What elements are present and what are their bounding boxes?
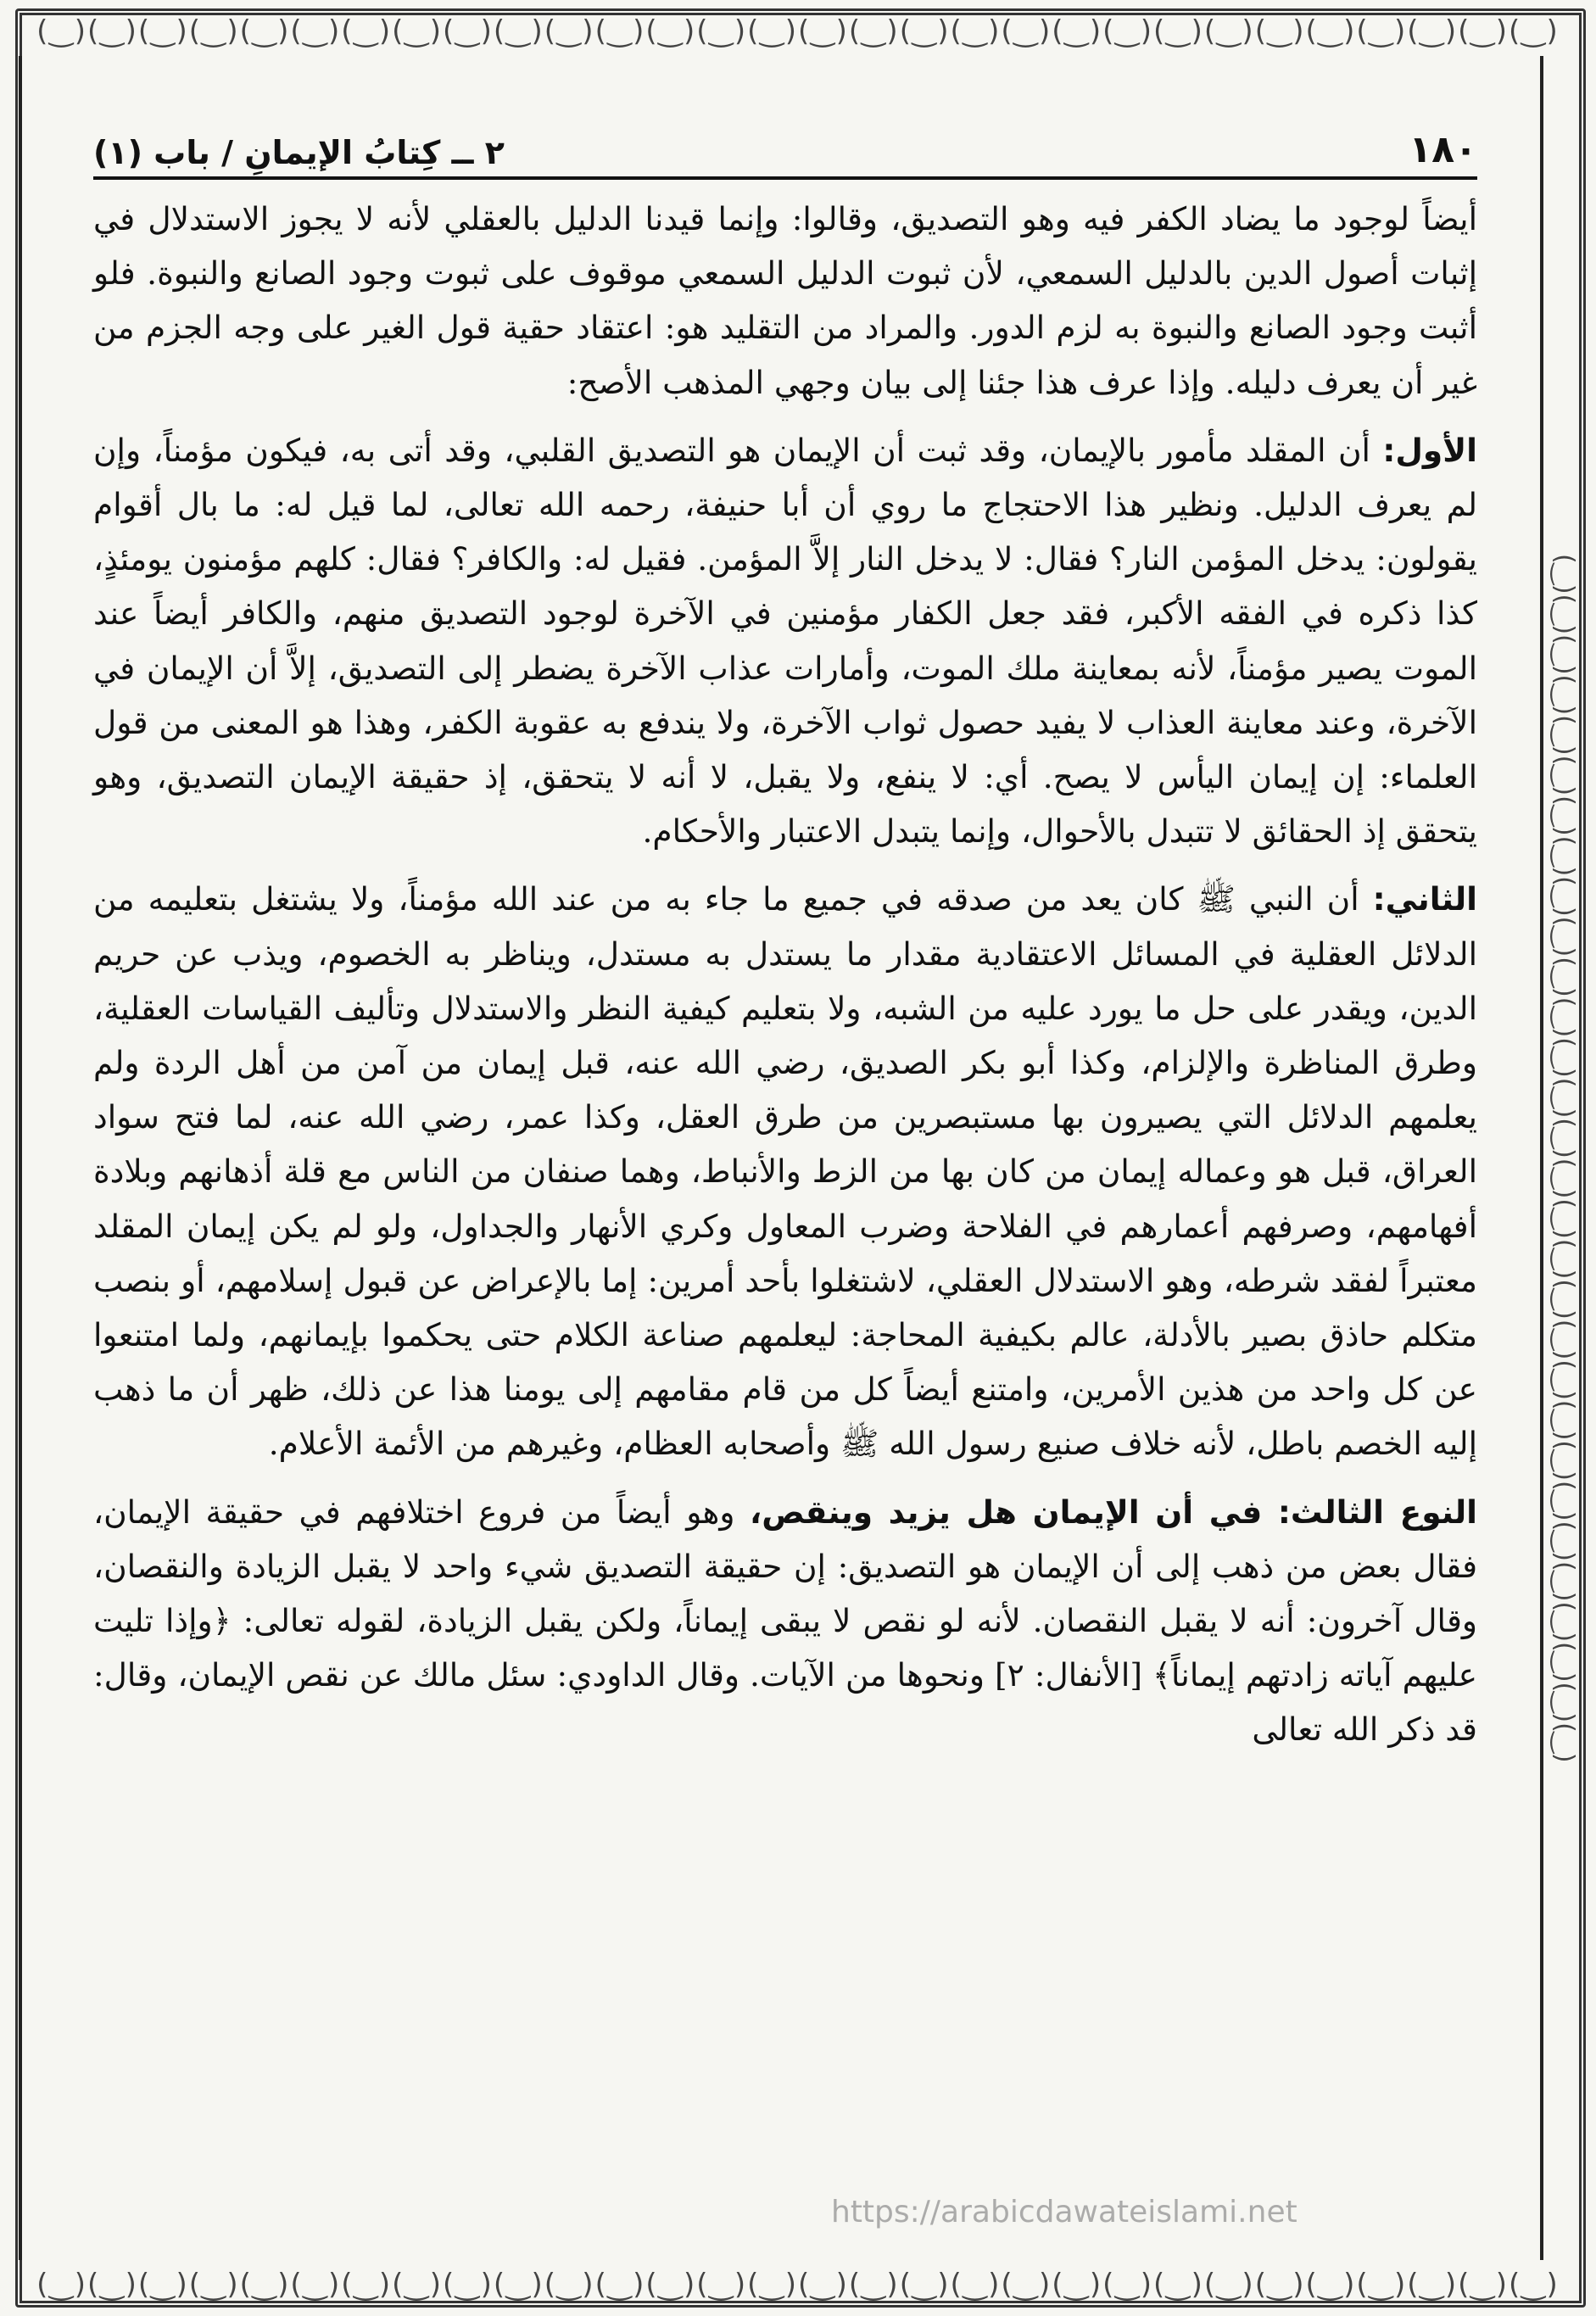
watermark-url: https://arabicdawateislami.net [831, 2195, 1297, 2229]
paragraph-lead: الثاني: [1372, 880, 1478, 918]
page-header [93, 117, 1477, 180]
paragraph-text: وهو أيضاً من فروع اختلافهم في حقيقة الإيمان، فقال بعض من ذهب إلى أن الإيمان هو التصديق: إن حقيقة التصديق شيء واحد لا يقبل الزيادة والنقصان، وقال آخرون: أنه لا يقبل النقصان. لأنه لو نقص لا يبقى إيماناً، ولكن يقبل الزيادة، لقوله تعالى: ﴿وإذا تليت عليهم آياته زادتهم إيماناً﴾ [الأنفال: ٢] ونحوها من الآيات. وقال الداودي: سئل مالك عن نقص الإيمان، وقال: قد ذكر الله تعالى [93, 1493, 1477, 1749]
page-content [93, 117, 1477, 2257]
paragraph [93, 872, 1477, 1471]
paragraph [93, 192, 1477, 410]
paragraph-lead: الأول: [1382, 431, 1477, 469]
paragraph [93, 1485, 1477, 1757]
paragraph-lead: النوع الثالث: في أن الإيمان هل يزيد وينقص، [749, 1493, 1478, 1531]
paragraph-text: أيضاً لوجود ما يضاد الكفر فيه وهو التصديق، وقالوا: وإنما قيدنا الدليل بالعقلي لأنه لا يجوز الاستدلال في إثبات أصول الدين بالدليل السمعي، لأن ثبوت الدليل السمعي موقوف على ثبوت وجود الصانع والنبوة. فلو أثبت وجود الصانع والنبوة به لزم الدور. والمراد من التقليد هو: اعتقاد حقية قول الغير على وجه الجزم من غير أن يعرف دليله. وإذا عرف هذا جئنا إلى بيان وجهي المذهب الأصح: [93, 200, 1477, 401]
page-number: ١٨٠ [1409, 128, 1477, 171]
running-title: ٢ ــ كِتابُ الإيمانِ / باب (١) [93, 134, 505, 171]
body-text [93, 192, 1477, 1757]
paragraph-text: أن النبي ﷺ كان يعد من صدقه في جميع ما جاء به من عند الله مؤمناً، ولا يشتغل بتعليمه من الدلائل العقلية في المسائل الاعتقادية مقدار ما يستدل به مستدل، ويناظر به الخصوم، ويذب عن حريم الدين، ويقدر على حل ما يورد عليه من الشبه، ولا بتعليم كيفية النظر والاستدلال وتأليف القياسات العقلية، وطرق المناظرة والإلزام، وكذا أبو بكر الصديق، رضي الله عنه، قبل إيمان من آمن من أهل الردة ولم يعلمهم الدلائل التي يصيرون بها مستبصرين من طرق العقل، وكذا عمر، رضي الله عنه، لما فتح سواد العراق، قبل هو وعماله إيمان من كان بها من الزط والأنباط، وهما صنفان من الناس مع قلة أذهانهم وبلادة أفهامهم، وصرفهم أعمارهم في الفلاحة وضرب المعاول وكري الأنهار والجداول، ولو لم يكن إيمان المقلد معتبراً لفقد شرطه، وهو الاستدلال العقلي، لاشتغلوا بأحد أمرين: إما بالإعراض عن قبول إسلامهم، أو بنصب متكلم حاذق بصير بالأدلة، عالم بكيفية المحاجة: ليعلمهم صناعة الكلام حتى يحكموا بإيمانهم، ولما امتنعوا عن كل واحد من هذين الأمرين، وامتنع أيضاً كل من قام مقامهم إلى يومنا هذا عن ذلك، ظهر أن ما ذهب إليه الخصم باطل، لأنه خلاف صنيع رسول الله ﷺ وأصحابه العظام، وغيرهم من الأئمة الأعلام. [93, 880, 1477, 1463]
paragraph-text: أن المقلد مأمور بالإيمان، وقد ثبت أن الإيمان هو التصديق القلبي، وقد أتى به، فيكون مؤمناً، وإن لم يعرف الدليل. ونظير هذا الاحتجاج ما روي أن أبا حنيفة، رحمه الله تعالى، لما قيل له: ما بال أقوام يقولون: يدخل المؤمن النار؟ فقال: لا يدخل النار إلاَّ المؤمن. فقيل له: والكافر؟ فقال: كلهم مؤمنون يومئذٍ، كذا ذكره في الفقه الأكبر، فقد جعل الكفار مؤمنين في الآخرة لوجود التصديق منهم، والكافر أيضاً عند الموت يصير مؤمناً، لأنه بمعاينة ملك الموت، وأمارات عذاب الآخرة يضطر إلى التصديق، إلاَّ أن الإيمان في الآخرة، وعند معاينة العذاب لا يفيد حصول ثواب الآخرة، ولا يندفع به عقوبة الكفر، وهذا هو المعنى من قول العلماء: إن إيمان اليأس لا يصح. أي: لا ينفع، ولا يقبل، لا أنه لا يتحقق، إذ حقيقة الإيمان التصديق، وهو يتحقق إذ الحقائق لا تتبدل بالأحوال، وإنما يتبدل الاعتبار والأحكام. [93, 431, 1477, 851]
frame-ornament-side: (‿)(‿)(‿)(‿)(‿)(‿)(‿)(‿)(‿)(‿)(‿)(‿)(‿)(‿)(‿)(‿)(‿)(‿)(‿)(‿)(‿)(‿)(‿)(‿)(‿)(‿)(‿)(‿)(‿)(‿) [1549, 553, 1579, 1763]
frame-ornament-top: (‿)(‿)(‿)(‿)(‿)(‿)(‿)(‿)(‿)(‿)(‿)(‿)(‿)(‿)(‿)(‿)(‿)(‿)(‿)(‿)(‿)(‿)(‿)(‿)(‿)(‿)(‿)(‿)(‿)(‿) [36, 14, 1560, 48]
paragraph [93, 423, 1477, 859]
frame-ornament-bottom: (‿)(‿)(‿)(‿)(‿)(‿)(‿)(‿)(‿)(‿)(‿)(‿)(‿)(‿)(‿)(‿)(‿)(‿)(‿)(‿)(‿)(‿)(‿)(‿)(‿)(‿)(‿)(‿)(‿)(‿) [36, 2268, 1560, 2302]
